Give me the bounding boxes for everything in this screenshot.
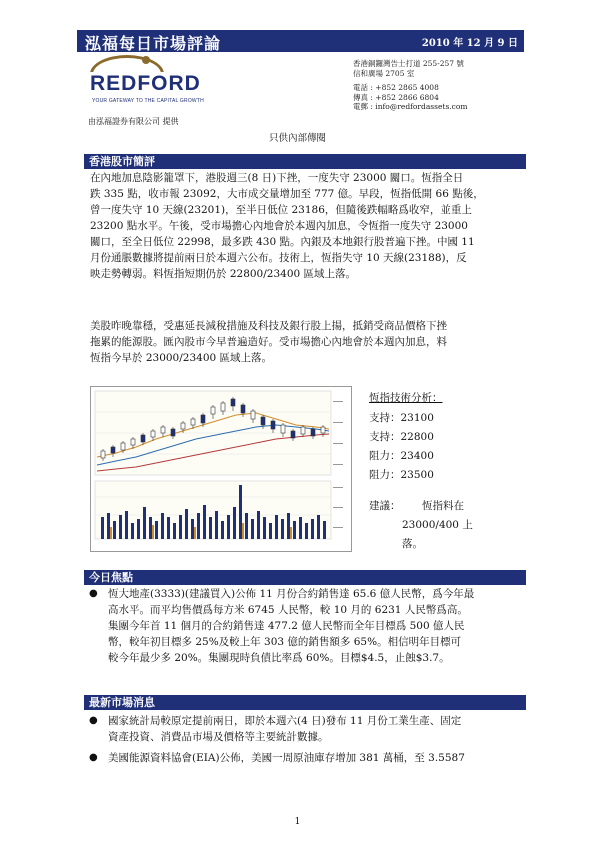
contact-fax: 傳真 : +852 2866 6804 [353,92,439,102]
logo-tagline: YOUR GATEWAY TO THE CAPITAL GROWTH [92,98,204,104]
section-header-market-news: 最新市場消息 [84,695,526,710]
text-line: 集團今年首 11 個月的合約銷售達 477.2 億人民幣而全年目標爲 500 億人民 [108,620,465,632]
logo-dot-icon [142,56,150,64]
company-address [353,59,464,78]
text-line: 恆指今早於 23000/23400 區域上落。 [90,352,273,364]
header-banner [77,30,524,52]
focus-item-evergrande [108,586,522,666]
section-header-today-focus: 今日焦點 [84,570,526,585]
text-line: 月份通脹數據將提前兩日於本週六公布。技術上，恆指失守 10 天線(23188)，反 [90,252,467,264]
text-line: 跌 335 點，收市報 23092，大市成交量增加至 777 億。早段，恆指低開 66 點後， [90,188,484,200]
contact-email[interactable]: 電郵 : info@redfordassets.com [353,102,468,111]
news-item-stats-bureau [108,713,522,745]
text-line: 幣，較年初目標多 25%及較上年 303 億的銷售額多 65%。相信明年目標可 [108,636,462,648]
advice-line-1: 恆指料在 [422,500,464,512]
text-line: 美國能源資料協會(EIA)公佈，美國一周原油庫存增加 381 萬桶，至 3.5587 [108,752,465,764]
logo-wordmark: REDFORD [90,72,201,95]
resistance-level-2: 阻力：23500 [369,469,434,481]
text-line: 較今年最少多 20%。集團現時負債比率爲 60%。目標$4.5，止蝕$3.7。 [108,652,450,664]
bullet-icon: ● [89,715,98,726]
hk-market-paragraph-2 [90,318,522,366]
hsi-chart-graphic [91,387,351,551]
internal-notice: 只供內部傳閱 [268,133,326,144]
bullet-icon: ● [89,752,98,763]
contact-phone: 電話 : +852 2865 4008 [353,83,439,92]
text-line: 資產投資、消費品市場及價格等主要統計數據。 [108,731,329,743]
address-line-2: 信和廣場 2705 室 [353,68,415,78]
company-contact [353,83,468,112]
hsi-chart-image [90,386,352,552]
tech-analysis-title: 恆指技術分析： [369,392,443,404]
address-line-1: 香港銅鑼灣告士打道 255-257 號 [353,59,464,68]
text-line: 恆大地產(3333)(建議買入)公佈 11 月份合約銷售達 65.6 億人民幣，爲今年最 [108,588,475,600]
report-date: 2010 年 12 月 9 日 [421,38,518,49]
advice-line-2: 23000/400 上 [402,519,473,531]
bullet-icon: ● [89,588,98,599]
support-level-2: 支持：22800 [369,431,434,443]
page-number: 1 [294,817,301,827]
report-title: 泓福每日市場評論 [85,34,222,53]
news-item-eia [108,750,522,766]
text-line: 美股昨晚靠穩，受惠延長減稅措施及科技及銀行股上揚，抵銷受商品價格下挫 [90,320,447,332]
text-line: 高水平。而平均售價爲每方米 6745 人民幣，較 10 月的 6231 人民幣爲高。 [108,604,468,616]
text-line: 關口，至全日低位 22998，最多跌 430 點。內銀及本地銀行股普遍下挫。中國 11 [90,236,475,248]
text-line: 拖累的能源股。匯內股市今早普遍造好。受市場擔心內地會於本週內加息，料 [90,336,447,348]
section-header-hk-market: 香港股市簡評 [84,154,526,169]
resistance-level-1: 阻力：23400 [369,450,434,462]
text-line: 映走勢轉弱。料恆指短期仍於 22800/23400 區域上落。 [90,268,357,280]
text-line: 國家統計局較原定提前兩日，即於本週六(4 日)發布 11 月份工業生產、固定 [108,715,462,727]
text-line: 23200 點水平。午後，受市場擔心內地會於本週內加息，令恆指一度失守 23000 [90,220,468,232]
advice-label: 建議： [369,500,401,512]
provider-text: 由泓福證券有限公司 提供 [88,117,179,126]
text-line: 在內地加息陰影籠罩下，港股週三(8 日)下挫，一度失守 23000 關口。恆指全日 [90,172,464,184]
hk-market-paragraph-1 [90,170,522,282]
text-line: 曾一度失守 10 天線(23201)，至半日低位 23186，但隨後跌幅略爲收窄，並重上 [90,204,472,216]
advice-line-3: 落。 [402,538,423,550]
support-level-1: 支持：23100 [369,412,434,424]
